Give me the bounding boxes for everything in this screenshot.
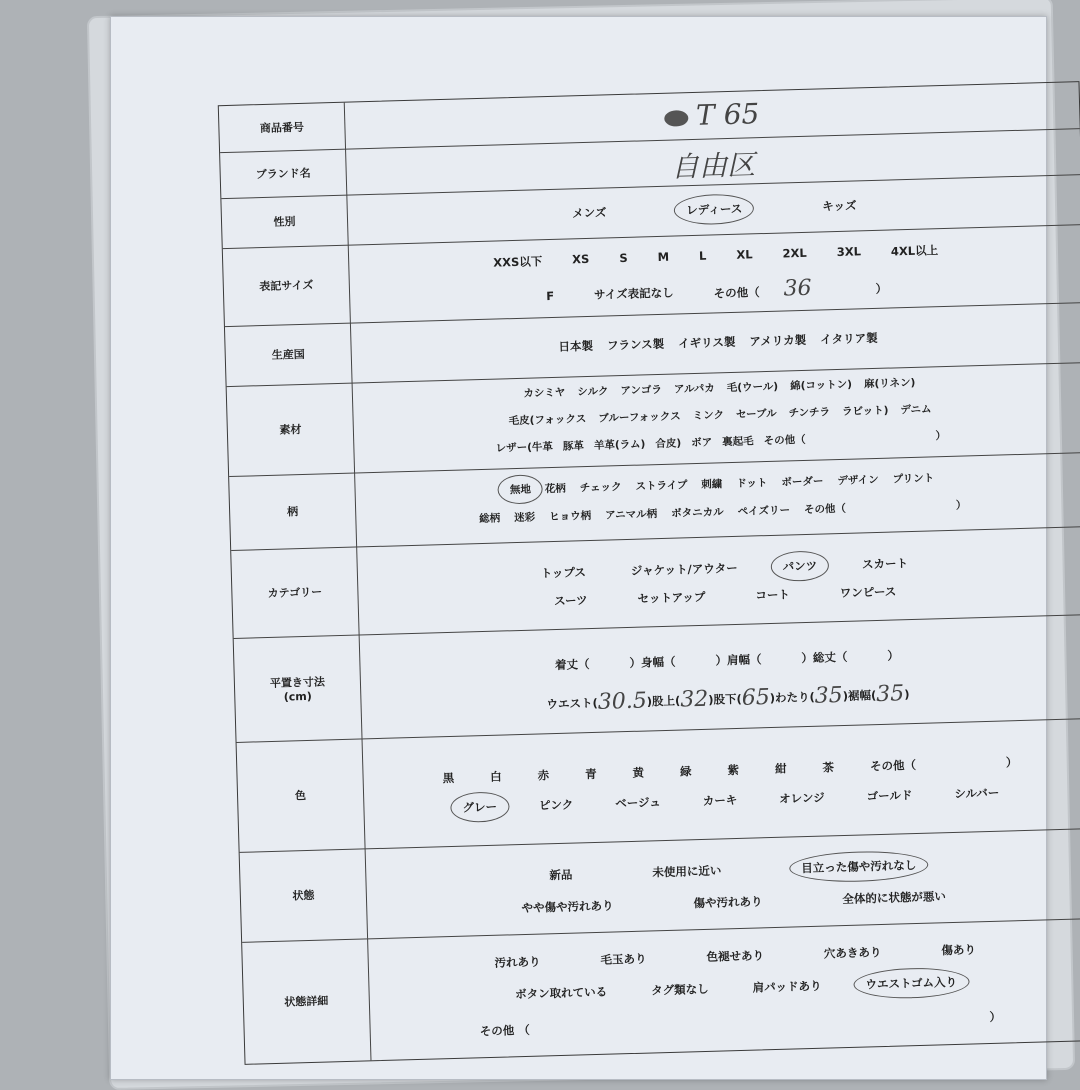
condition-label: 状態 <box>240 848 368 941</box>
inseam-value: 65 <box>741 685 771 711</box>
material-option: チンチラ <box>788 406 831 420</box>
category-option-selected: パンツ <box>782 558 818 574</box>
material-option: カシミヤ <box>523 386 566 400</box>
material-option: 麻(リネン) <box>863 376 916 391</box>
size-option: XS <box>571 251 590 267</box>
condition-option: 傷や汚れあり <box>693 894 763 911</box>
waist-value: 30.5 <box>597 688 648 715</box>
origin-option: アメリカ製 <box>749 332 807 349</box>
material-option: ラビット) <box>841 404 889 418</box>
color-option: 黄 <box>632 765 645 780</box>
hem-value: 35 <box>875 681 905 708</box>
material-option: デニム <box>900 403 932 417</box>
pattern-option: ドット <box>736 477 768 490</box>
product-number-label: 商品番号 <box>219 103 346 153</box>
material-option: アルパカ <box>673 382 715 396</box>
origin-label: 生産国 <box>225 323 353 386</box>
origin-option: イギリス製 <box>677 334 736 351</box>
condition-detail-option: 色褪せあり <box>706 948 765 964</box>
material-option: シルク <box>577 385 609 399</box>
condition-detail-option: 汚れあり <box>494 954 541 970</box>
product-number-value: T 65 <box>664 97 760 133</box>
size-option: F <box>546 288 555 303</box>
condition-detail-option: 肩パッドあり <box>752 978 822 995</box>
size-option: XL <box>736 247 753 262</box>
material-label: 素材 <box>227 383 355 476</box>
color-label: 色 <box>237 738 366 851</box>
color-option: ピンク <box>538 797 574 813</box>
material-option: アンゴラ <box>620 383 663 398</box>
material-option: 羊革(ラム) <box>593 438 646 452</box>
gender-option: キッズ <box>822 198 857 214</box>
pattern-option: ストライプ <box>635 479 688 493</box>
origin-option: イタリア製 <box>819 330 878 347</box>
condition-option: やや傷や汚れあり <box>521 898 614 916</box>
pattern-option: プリント <box>892 472 935 486</box>
gender-label: 性別 <box>221 195 348 248</box>
color-option: 茶 <box>822 760 835 775</box>
category-option: スーツ <box>553 593 588 609</box>
condition-detail-option: 穴あきあり <box>823 945 882 961</box>
condition-option: 新品 <box>549 867 573 883</box>
brand-value: 自由区 <box>670 148 756 184</box>
color-option: 紺 <box>774 761 787 776</box>
material-option: 毛(ウール) <box>726 380 779 395</box>
pattern-option: ペイズリー <box>737 504 791 518</box>
color-option: 緑 <box>679 764 692 779</box>
size-option: 4XL以上 <box>890 243 939 259</box>
material-option: 合皮) <box>655 437 682 451</box>
color-option: 紫 <box>727 762 740 778</box>
pattern-label: 柄 <box>229 473 357 550</box>
pattern-option: 刺繍 <box>701 478 723 491</box>
material-option: ボア <box>691 436 713 450</box>
size-other-value: 36 <box>783 275 812 302</box>
condition-detail-label: 状態詳細 <box>242 938 371 1063</box>
pattern-other: その他（ ） <box>803 499 967 517</box>
condition-option: 未使用に近い <box>652 863 722 880</box>
size-option: XXS以下 <box>493 254 543 270</box>
pattern-option: ボーダー <box>781 475 824 489</box>
gender-option: メンズ <box>571 205 607 221</box>
color-other: その他（ ） <box>869 755 1018 774</box>
category-option: コート <box>755 587 791 603</box>
material-option: ミンク <box>692 409 725 423</box>
color-option: ベージュ <box>615 795 661 811</box>
item-form-table <box>218 81 1080 1065</box>
row-condition-detail: 状態詳細 汚れあり 毛玉あり 色褪せあり 穴あきあり 傷あり ボタン取れている タグ類なし 肩パッドあり ウエストゴム入り その他 （ ） <box>242 918 1080 1064</box>
color-option: 白 <box>489 769 502 784</box>
measurements-unit: (cm) <box>283 689 312 704</box>
condition-detail-option: タグ類なし <box>650 981 709 998</box>
color-option: 赤 <box>537 768 550 783</box>
condition-option-selected: 目立った傷や汚れなし <box>801 858 917 876</box>
condition-detail-other: その他 （ <box>479 1022 530 1039</box>
pattern-option: アニマル柄 <box>605 508 658 522</box>
category-option: セットアップ <box>637 589 706 606</box>
color-option: ゴールド <box>866 788 913 804</box>
size-option: サイズ表記なし <box>593 285 674 302</box>
material-option: 裏起毛 <box>722 435 754 449</box>
condition-detail-option: 毛玉あり <box>600 951 647 967</box>
size-option: L <box>698 248 707 263</box>
size-label: 表記サイズ <box>223 245 351 326</box>
material-option: レザー(牛革 <box>495 440 554 455</box>
color-option: カーキ <box>702 792 738 808</box>
material-option: 豚革 <box>562 440 585 453</box>
size-option: S <box>619 250 628 266</box>
measurements-label: 平置き寸法 (cm) <box>234 634 363 741</box>
pattern-option: 総柄 <box>479 512 501 526</box>
rise-value: 32 <box>679 686 709 713</box>
size-other: その他（ 36 ） <box>713 275 888 302</box>
material-option: ブルーフォックス <box>598 410 681 425</box>
condition-detail-option-selected: ウエストゴム入り <box>865 974 958 992</box>
pattern-option-selected: 無地 <box>509 483 532 497</box>
color-option: 黒 <box>442 770 455 786</box>
condition-option: 全体的に状態が悪い <box>842 889 947 907</box>
condition-detail-option: ボタン取れている <box>514 984 608 1002</box>
condition-detail-option: 傷あり <box>941 942 977 958</box>
origin-option: 日本製 <box>558 338 594 354</box>
row-measurements: 平置き寸法 (cm) 着丈（ ）身幅（ ）肩幅（ ）総丈（ ） ウエスト( 30.5 )股上( 32 )股下( 65 )わたり( 35 )裾幅( 35 ) <box>234 614 1080 743</box>
category-option: ワンピース <box>839 584 897 601</box>
thigh-value: 35 <box>814 683 844 709</box>
material-other: その他（ ） <box>763 430 947 448</box>
pattern-option: 花柄 <box>544 482 567 496</box>
color-option: オレンジ <box>778 790 825 806</box>
category-option: トップス <box>540 565 587 581</box>
paper-sheet <box>110 16 1047 1080</box>
pattern-option: チェック <box>579 481 622 495</box>
pattern-option: ヒョウ柄 <box>549 509 592 524</box>
material-option: セーブル <box>735 407 777 421</box>
gender-option-selected: レディース <box>686 201 743 218</box>
material-option: 毛皮(フォックス <box>508 413 587 428</box>
material-option: 綿(コットン) <box>789 378 853 393</box>
size-option: M <box>657 249 670 264</box>
color-option: 青 <box>584 766 597 782</box>
category-option: ジャケット/アウター <box>630 560 738 578</box>
pattern-option: 迷彩 <box>514 511 536 525</box>
origin-option: フランス製 <box>606 336 665 353</box>
pattern-option: ボタニカル <box>670 506 724 520</box>
size-option: 3XL <box>836 244 862 259</box>
brand-label: ブランド名 <box>220 149 347 199</box>
size-option: 2XL <box>782 245 807 261</box>
category-option: スカート <box>861 556 909 572</box>
color-option: シルバー <box>954 785 1000 801</box>
category-label: カテゴリー <box>231 547 359 638</box>
color-option-selected: グレー <box>462 799 498 815</box>
pattern-option: デザイン <box>837 473 879 488</box>
handwritten-mark-icon <box>664 110 688 127</box>
